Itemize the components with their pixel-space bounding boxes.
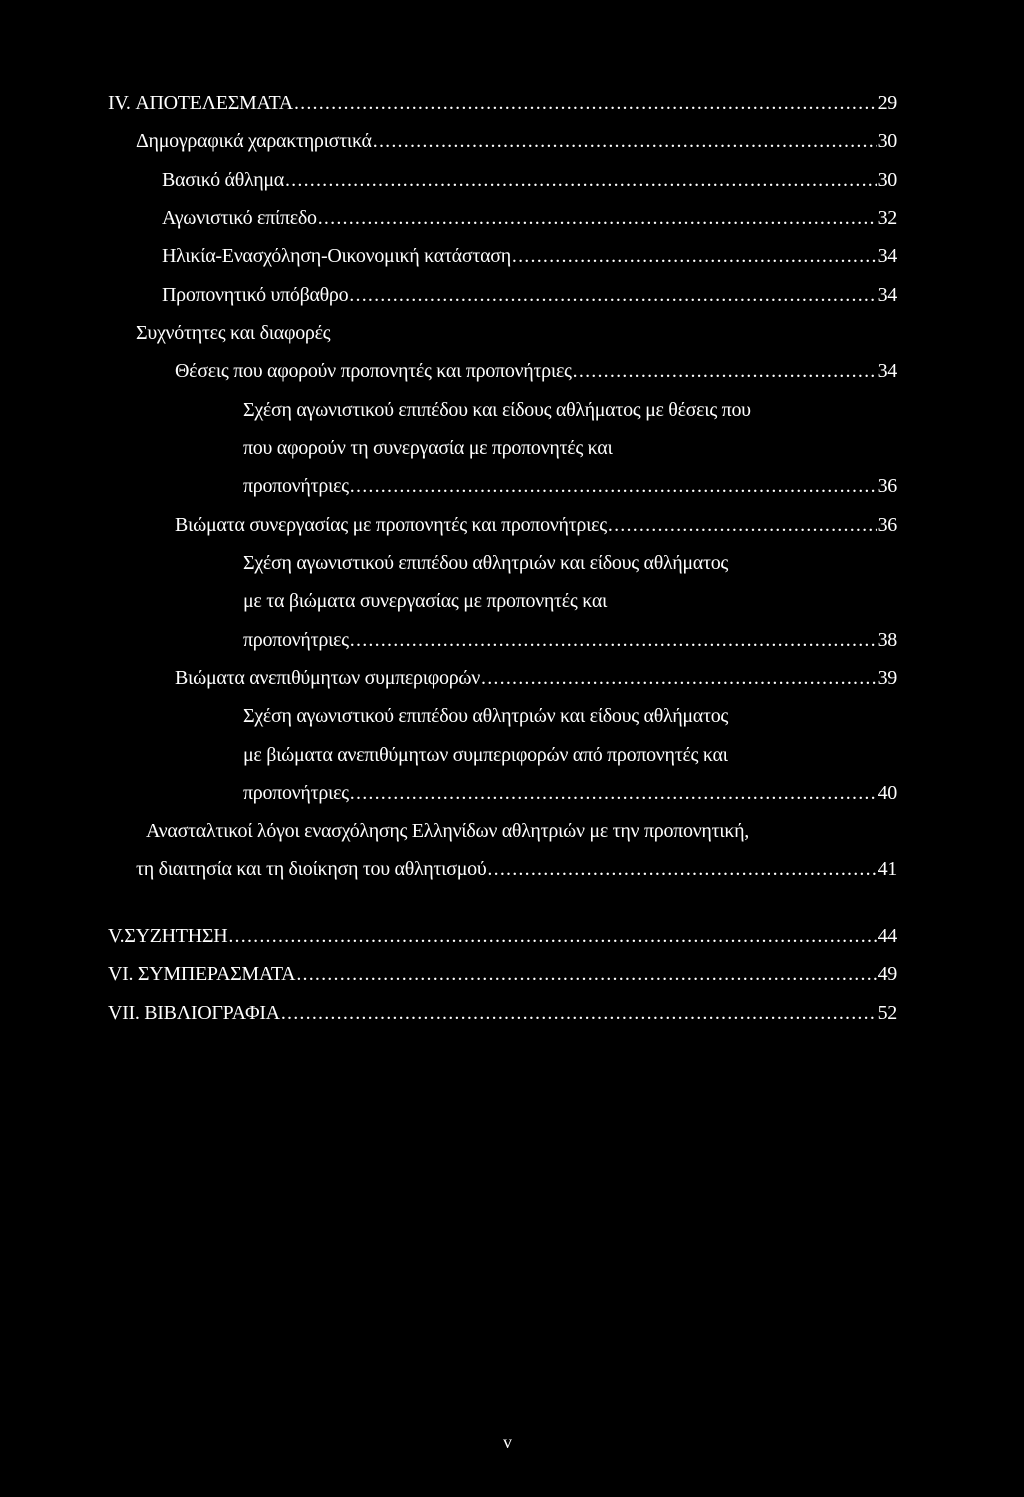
toc-entry xyxy=(243,588,607,614)
toc-entry-page: 29 xyxy=(877,92,897,114)
toc-entry-page: 39 xyxy=(877,667,897,689)
dot-leader xyxy=(350,780,877,806)
toc-entry-page: 36 xyxy=(877,475,897,497)
toc-entry-title: Βασικό άθλημα xyxy=(162,169,284,191)
toc-entry-title: με τα βιώματα συνεργασίας με προπονητές και xyxy=(243,590,608,612)
dot-leader xyxy=(481,665,877,691)
toc-entry-page: 34 xyxy=(877,284,897,306)
dot-leader xyxy=(281,1000,877,1026)
toc-entry xyxy=(162,167,897,193)
toc-entry-title: Προπονητικό υπόβαθρο xyxy=(162,284,349,306)
toc-entry-page: 32 xyxy=(877,207,897,229)
toc-entry-title: V.ΣΥΖΗΤΗΣΗ xyxy=(108,925,228,947)
toc-entry-title: VI. ΣΥΜΠΕΡΑΣΜΑΤΑ xyxy=(108,963,296,985)
toc-entry-page: 30 xyxy=(877,130,897,152)
toc-entry-title: με βιώματα ανεπιθύμητων συμπεριφορών από προπονητές και xyxy=(243,744,728,766)
toc-entry-title: Ηλικία-Ενασχόληση-Οικονομική κατάσταση xyxy=(162,245,511,267)
toc-entry xyxy=(162,205,897,231)
toc-entry xyxy=(243,703,728,729)
page-number: v xyxy=(503,1432,512,1452)
dot-leader xyxy=(487,856,876,882)
toc-entry-title: Σχέση αγωνιστικού επιπέδου και είδους αθλήματος με θέσεις που xyxy=(243,399,751,421)
dot-leader xyxy=(573,358,877,384)
toc-entry xyxy=(108,90,897,116)
dot-leader xyxy=(350,473,877,499)
toc-entry-title: προπονήτριες xyxy=(243,475,349,497)
toc-entry-title: προπονήτριες xyxy=(243,782,349,804)
toc-entry-title: Δημογραφικά χαρακτηριστικά xyxy=(136,130,372,152)
toc-entry xyxy=(175,665,897,691)
dot-leader xyxy=(285,167,877,193)
dot-leader xyxy=(228,923,876,949)
toc-entry-title: Βιώματα ανεπιθύμητων συμπεριφορών xyxy=(175,667,481,689)
toc-entry xyxy=(162,282,897,308)
toc-entry xyxy=(175,512,897,538)
toc-entry-title: Συχνότητες και διαφορές xyxy=(136,322,331,344)
dot-leader xyxy=(349,282,876,308)
toc-entry-title: τη διαιτησία και τη διοίκηση του αθλητισμού xyxy=(136,858,487,880)
toc-entry-title: Θέσεις που αφορούν προπονητές και προπονήτριες xyxy=(175,360,572,382)
dot-leader xyxy=(373,128,877,154)
dot-leader xyxy=(294,90,877,116)
toc-entry-page: 40 xyxy=(877,782,897,804)
toc-entry-page: 30 xyxy=(877,169,897,191)
toc-entry xyxy=(146,818,749,844)
toc-entry-page: 36 xyxy=(877,514,897,536)
toc-entry-page: 44 xyxy=(877,925,897,947)
toc-entry xyxy=(243,473,897,499)
dot-leader xyxy=(608,512,877,538)
toc-entry xyxy=(243,550,728,576)
toc-entry-page: 38 xyxy=(877,629,897,651)
toc-entry xyxy=(243,780,897,806)
toc-entry-title: Σχέση αγωνιστικού επιπέδου αθλητριών και είδους αθλήματος xyxy=(243,552,729,574)
toc-entry-page: 41 xyxy=(877,858,897,880)
toc-entry xyxy=(136,320,330,346)
toc-entry-title: Βιώματα συνεργασίας με προπονητές και προπονήτριες xyxy=(175,514,607,536)
toc-entry-page: 34 xyxy=(877,245,897,267)
toc-entry-page: 49 xyxy=(877,963,897,985)
toc-entry-page: 34 xyxy=(877,360,897,382)
toc-entry-title: προπονήτριες xyxy=(243,629,349,651)
toc-entry xyxy=(243,742,728,768)
toc-entry xyxy=(136,856,897,882)
dot-leader xyxy=(296,961,876,987)
toc-entry-title: IV. ΑΠΟΤΕΛΕΣΜΑΤΑ xyxy=(108,92,293,114)
toc-entry xyxy=(175,358,897,384)
toc-entry-page: 52 xyxy=(877,1002,897,1024)
toc-entry-title: που αφορούν τη συνεργασία με προπονητές και xyxy=(243,437,613,459)
dot-leader xyxy=(318,205,877,231)
toc-entry xyxy=(243,397,751,423)
toc-entry xyxy=(243,435,613,461)
toc-entry xyxy=(108,1000,897,1026)
toc-entry-title: Αγωνιστικό επίπεδο xyxy=(162,207,317,229)
toc-entry-title: Ανασταλτικοί λόγοι ενασχόλησης Ελληνίδων αθλητριών με την προπονητική, xyxy=(146,820,749,842)
toc-entry xyxy=(136,128,897,154)
toc-entry xyxy=(243,627,897,653)
toc-entry xyxy=(108,923,897,949)
dot-leader xyxy=(512,243,877,269)
toc-entry xyxy=(108,961,897,987)
dot-leader xyxy=(350,627,877,653)
toc-entry-title: VII. ΒΙΒΛΙΟΓΡΑΦΙΑ xyxy=(108,1002,280,1024)
toc-entry xyxy=(162,243,897,269)
toc-entry-title: Σχέση αγωνιστικού επιπέδου αθλητριών και είδους αθλήματος xyxy=(243,705,729,727)
